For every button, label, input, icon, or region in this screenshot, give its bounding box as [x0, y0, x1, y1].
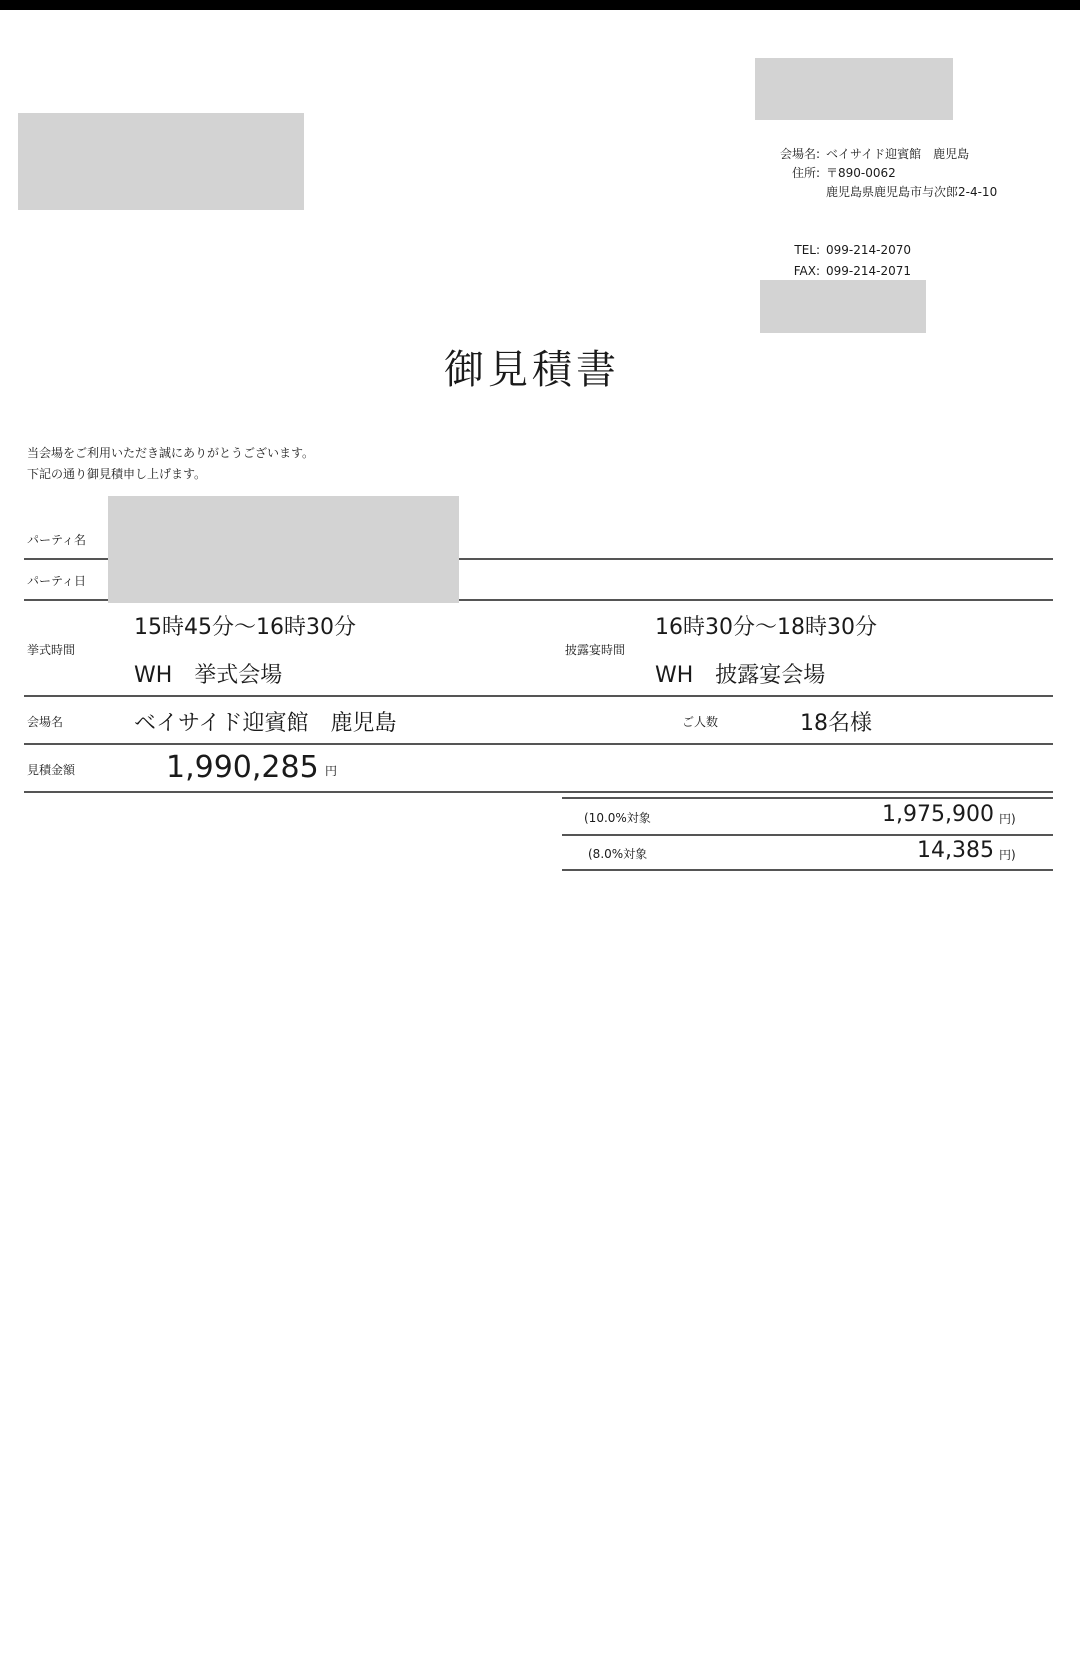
tax-8-unit: 円) [999, 848, 1016, 862]
redacted-party-info [108, 496, 459, 603]
venue-label: 会場名 [27, 715, 64, 729]
redacted-stamp [760, 280, 926, 333]
tax-10-amount: 1,975,900 [882, 802, 994, 827]
fax-number: 099-214-2071 [826, 264, 912, 278]
document-title: 御見積書 [444, 347, 620, 393]
estimate-amount: 1,990,285 [166, 750, 319, 785]
ceremony-time-label: 挙式時間 [27, 643, 76, 657]
top-border [0, 0, 1080, 10]
guests-label: ご人数 [682, 715, 719, 729]
divider [562, 869, 1053, 871]
greeting-line-1: 当会場をご利用いただき誠にありがとうございます。 [27, 446, 315, 460]
divider [24, 791, 1053, 793]
tax-10-unit: 円) [999, 812, 1016, 826]
redacted-logo [755, 58, 953, 120]
divider [562, 797, 1053, 799]
tel-label: TEL: [794, 243, 820, 257]
redacted-recipient [18, 113, 304, 210]
venue-name-value: ベイサイド迎賓館 鹿児島 [134, 711, 397, 736]
reception-place: WH 披露宴会場 [655, 663, 826, 688]
reception-time: 16時30分〜18時30分 [655, 615, 877, 640]
guest-count: 18名様 [800, 711, 872, 736]
party-name-label: パーティ名 [27, 533, 87, 547]
divider [24, 743, 1053, 745]
tax-8-label: (8.0%対象 [588, 847, 648, 861]
divider [562, 834, 1053, 836]
reception-time-label: 披露宴時間 [565, 643, 626, 657]
estimate-unit: 円 [325, 764, 338, 778]
venue-name-label: 会場名: [779, 147, 820, 161]
address-label: 住所: [791, 166, 820, 180]
fax-label: FAX: [793, 264, 820, 278]
divider [24, 695, 1053, 697]
tel-number: 099-214-2070 [826, 243, 912, 257]
party-date-label: パーティ日 [27, 574, 87, 588]
ceremony-place: WH 挙式会場 [134, 663, 283, 688]
tax-8-amount: 14,385 [917, 838, 994, 863]
tax-10-label: (10.0%対象 [584, 811, 651, 825]
estimate-label: 見積金額 [27, 763, 76, 777]
venue-name: ベイサイド迎賓館 鹿児島 [826, 147, 970, 161]
postal-code: 〒890-0062 [826, 166, 896, 180]
greeting-line-2: 下記の通り御見積申し上げます。 [27, 467, 207, 481]
address: 鹿児島県鹿児島市与次郎2-4-10 [826, 185, 998, 199]
ceremony-time: 15時45分〜16時30分 [134, 615, 356, 640]
